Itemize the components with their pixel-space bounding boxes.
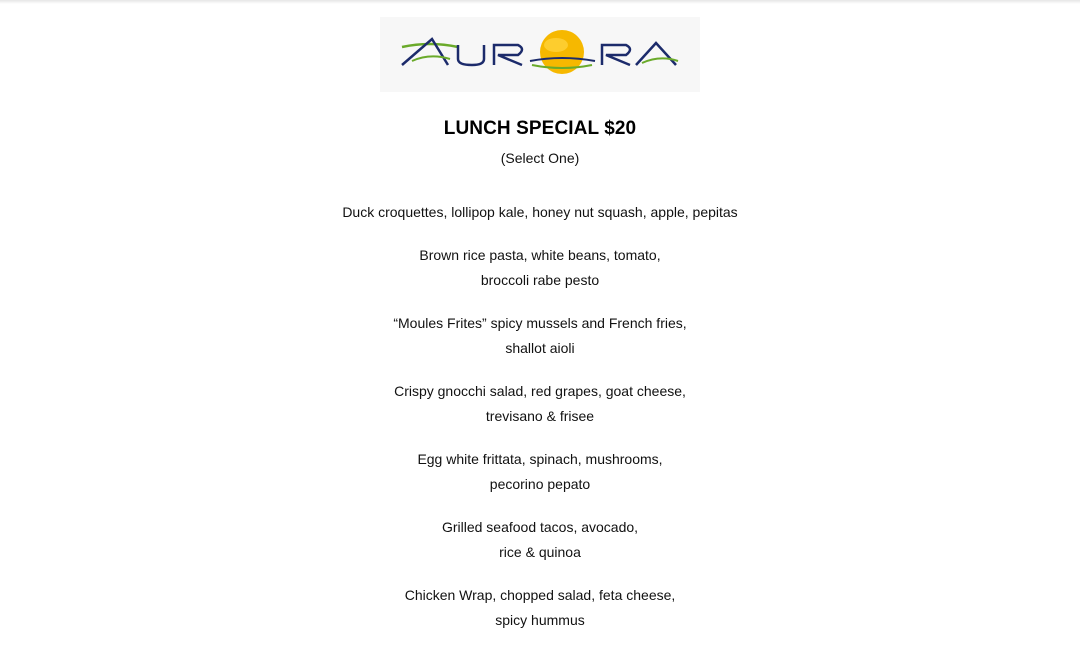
menu-item [0, 379, 1080, 428]
menu-item [0, 583, 1080, 632]
menu-item-line: trevisano & frisee [485, 407, 595, 424]
menu-item-line: rice & quinoa [499, 543, 581, 560]
menu-item-line: Chicken Wrap, chopped salad, feta cheese, [404, 587, 676, 603]
aurora-logo [380, 17, 700, 92]
menu-item-line: “Moules Frites” spicy mussels and French fries, [393, 315, 687, 331]
menu-item-line: Duck croquettes, lollipop kale, honey nut squash, apple, pepitas [342, 204, 738, 220]
menu-item [0, 200, 1080, 225]
aurora-logo-graphic [380, 17, 700, 92]
menu-item [0, 243, 1080, 292]
menu-item-line: broccoli rabe pesto [480, 271, 600, 288]
menu-item-line: Crispy gnocchi salad, red grapes, goat cheese, [394, 383, 686, 399]
menu-item [0, 447, 1080, 496]
menu-item-line: Egg white frittata, spinach, mushrooms, [417, 451, 663, 467]
menu-item-line: Grilled seafood tacos, avocado, [441, 519, 639, 535]
menu-item-line: spicy hummus [495, 611, 585, 628]
menu-heading: LUNCH SPECIAL $20 [443, 118, 637, 139]
menu-item [0, 515, 1080, 564]
menu-subheading: (Select One) [500, 150, 580, 166]
menu-item-line: Brown rice pasta, white beans, tomato, [419, 247, 661, 263]
menu-item-line: pecorino pepato [489, 475, 591, 492]
menu-item-line: shallot aioli [505, 339, 575, 356]
menu-item [0, 311, 1080, 360]
